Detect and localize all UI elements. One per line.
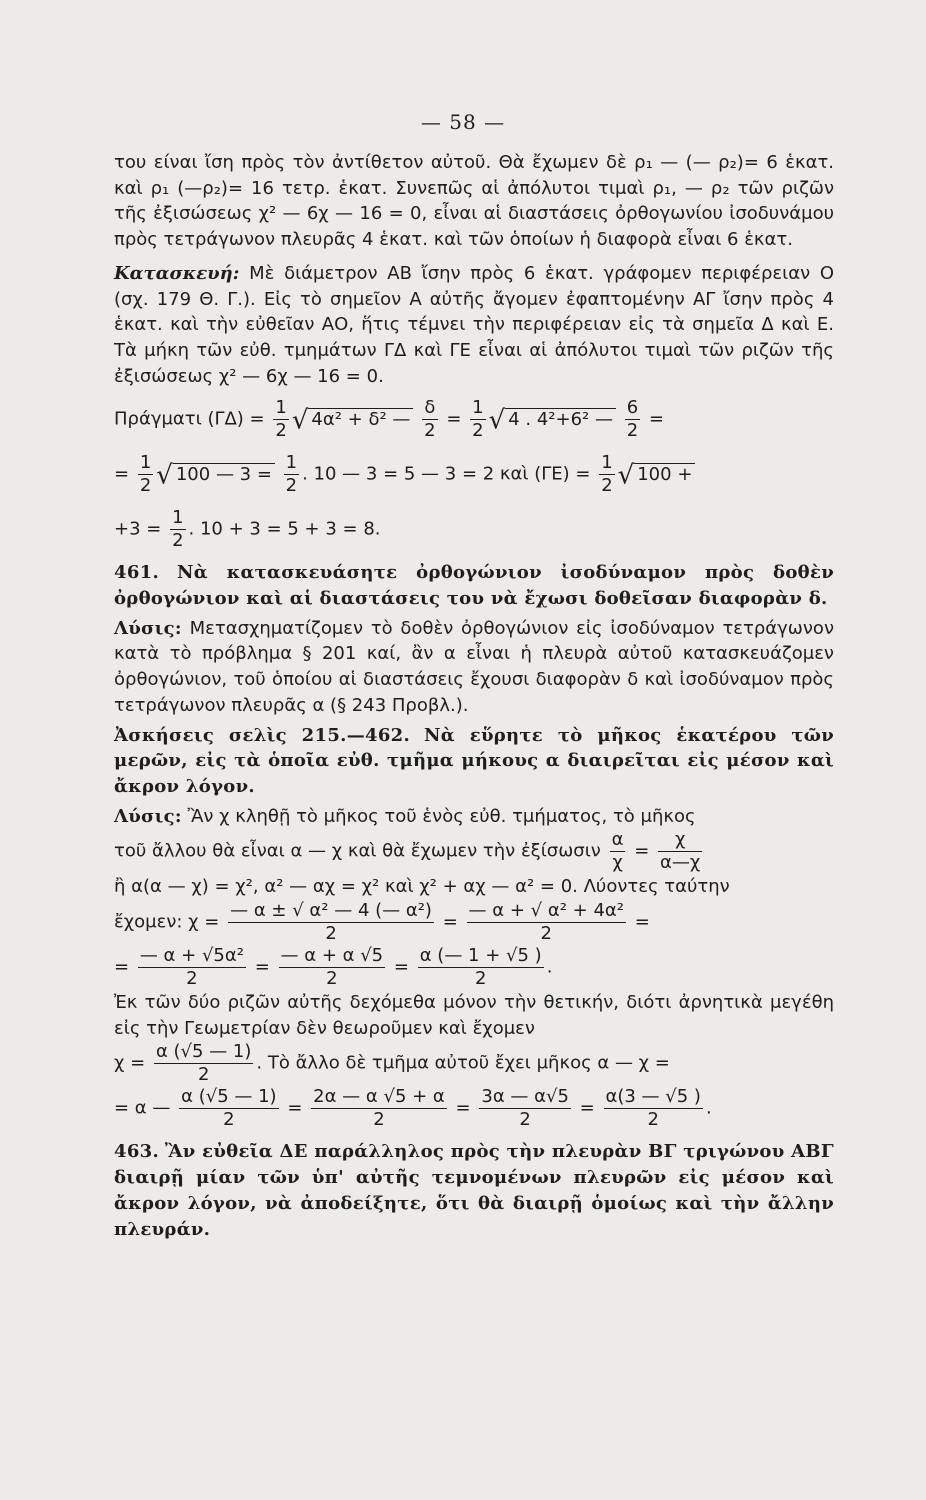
paragraph-intro: του είναι ἴση πρὸς τὸν ἀντίθετον αὐτοῦ. Θὰ ἔχωμεν δὲ ρ₁ — (— ρ₂)= 6 ἑκατ. καὶ ρ₁ (—ρ₂)= 16 τετρ. ἑκατ. Συνεπῶς αἱ ἀπόλυτοι τιμαὶ ρ₁, — ρ₂ τῶν ριζῶν τῆς ἐξισώσεως χ² — 6χ — 16 = 0, εἶναι αἱ διαστάσεις ὀρθογωνίου ἰσοδυνάμου πρὸς τετράγωνον πλευρᾶς 4 ἑκατ. καὶ τῶν ὁποίων ἡ διαφορὰ εἶναι 6 ἑκατ. bbox=[114, 152, 834, 251]
sqrt-icon: √ bbox=[291, 405, 309, 436]
solution-462-line-3: ἢ α(α — χ) = χ², α² — αχ = χ² καὶ χ² + αχ — α² = 0. Λύοντες ταύτην bbox=[114, 876, 730, 898]
sqrt-icon: √ bbox=[617, 460, 635, 491]
fraction: $\frac{\text{— α ± √ α² — 4 (— α²)}}{2}$ bbox=[230, 900, 432, 945]
problem-461: 461. Νὰ κατασκευάσητε ὀρθογώνιον ἰσοδύναμον πρὸς δοθὲν ὀρθογώνιον καὶ αἱ διαστάσεις του νὰ ἔχωσι δοθεῖσαν διαφορὰν δ. bbox=[114, 562, 834, 610]
fraction: $\frac{\delta}{2}$ bbox=[424, 397, 436, 442]
paragraph-construction bbox=[114, 261, 834, 390]
fraction: $\frac{1}{2}$ bbox=[172, 507, 184, 552]
fraction: $\frac{\alpha (√5 — 1)}{2}$ bbox=[181, 1086, 277, 1131]
fraction: $\frac{\alpha}{\chi}$ bbox=[611, 829, 624, 874]
solution-462-line-1: Λύσις: Ἂν χ κληθῇ τὸ μῆκος τοῦ ἑνὸς εὐθ. τμήματος, τὸ μῆκος bbox=[114, 805, 696, 827]
fraction: $\frac{3\alpha — \alpha√5}{2}$ bbox=[481, 1086, 569, 1131]
fraction: $\frac{\text{— α + √ α² + 4α²}}{2}$ bbox=[468, 900, 624, 945]
problem-463: 463. Ἂν εὐθεῖα ΔΕ παράλληλος πρὸς τὴν πλευρὰν ΒΓ τριγώνου ΑΒΓ διαιρῇ μίαν τῶν ὑπ' αὐτῆς τεμνομένων πλευρῶν εἰς μέσον καὶ ἄκρον λόγον, νὰ ἀποδείξητε, ὅτι θὰ διαιρῇ ὁμοίως καὶ τὴν ἄλλην πλευράν. bbox=[114, 1141, 834, 1240]
fraction: $\frac{2\alpha — \alpha √5 + \alpha}{2}$ bbox=[313, 1086, 445, 1131]
solution-462-line-5: = $\frac{\text{— α + √5α²}}{2}$ = $\frac{— \alpha + \alpha √5}{2}$ = $\frac{\alpha (— 1 + √5 )}{2}$ . bbox=[114, 945, 553, 990]
fraction: $\frac{1}{2}$ bbox=[601, 452, 613, 497]
fraction: $\frac{\alpha(3 — √5 )}{2}$ bbox=[605, 1086, 701, 1131]
math-line-3: +3 = $\frac{1}{2}$ . 10 + 3 = 5 + 3 = 8. bbox=[114, 507, 381, 552]
fraction: $\frac{\text{— α + √5α²}}{2}$ bbox=[139, 945, 244, 990]
fraction: $\frac{6}{2}$ bbox=[626, 397, 639, 442]
math-line-2: = $\frac{1}{2}$ √ 100 — 3 = $\frac{1}{2}$ . 10 — 3 = 5 — 3 = 2 καὶ (ΓΕ) = $\frac{1}{2}$ √ 100 + bbox=[114, 442, 834, 497]
fraction: $\frac{— \alpha + \alpha √5}{2}$ bbox=[280, 945, 384, 990]
fraction: $\frac{1}{2}$ bbox=[139, 452, 152, 497]
solution-462-line-8: = α — $\frac{\alpha (√5 — 1)}{2}$ = $\frac{2\alpha — \alpha √5 + \alpha}{2}$ = $\frac{3\alpha — \alpha√5}{2}$ = $\frac{\alpha(3 — √5 )}{2}$ . bbox=[114, 1086, 712, 1131]
fraction: $\frac{\alpha (— 1 + √5 )}{2}$ bbox=[419, 945, 542, 990]
solution-461: Λύσις: Μετασχηματίζομεν τὸ δοθὲν ὀρθογώνιον εἰς ἰσοδύναμον τετράγωνον κατὰ τὸ πρόβλημα § 201 καί, ἂν α εἶναι ἡ πλευρὰ αὐτοῦ κατασκευάζομεν ὀρθογώνιον, τοῦ ὁποίου αἱ διαστάσεις ἔχουσι διαφορὰν δ καὶ ἰσοδύναμον πρὸς τετράγωνον πλευρᾶς α (§ 243 Προβλ.). bbox=[114, 617, 834, 716]
solution-462-line-6: Ἐκ τῶν δύο ριζῶν αὐτῆς δεχόμεθα μόνον τὴν θετικήν, διότι ἀρνητικὰ μεγέθη εἰς τὴν Γεωμετρίαν δὲν θεωροῦμεν καὶ ἔχομεν bbox=[114, 992, 834, 1039]
page-body bbox=[114, 150, 834, 1242]
fraction: $\frac{1}{2}$ bbox=[472, 397, 484, 442]
solution-462-line-7: χ = $\frac{\alpha (√5 — 1)}{2}$ . Τὸ ἄλλο δὲ τμῆμα αὐτοῦ ἔχει μῆκος α — χ = bbox=[114, 1041, 670, 1086]
solution-462-line-2: τοῦ ἄλλου θὰ εἶναι α — χ καὶ θὰ ἔχωμεν τὴν ἐξίσωσιν $\frac{\alpha}{\chi}$ = $\frac{\chi}{\alpha—\chi}$ bbox=[114, 829, 701, 874]
sqrt-icon: √ bbox=[488, 405, 506, 436]
problem-462: Ἀσκήσεις σελὶς 215.—462. Νὰ εὕρητε τὸ μῆκος ἑκατέρου τῶν μερῶν, εἰς τὰ ὁποῖα εὐθ. τμῆμα μήκους α διαιρεῖται εἰς μέσον καὶ ἄκρον λόγον. bbox=[114, 724, 834, 797]
fraction: $\frac{1}{2}$ bbox=[285, 452, 298, 497]
fraction: $\frac{1}{2}$ bbox=[275, 397, 287, 442]
construction-text: Μὲ διάμετρον ΑΒ ἴσην πρὸς 6 ἑκατ. γράφομεν περιφέρειαν Ο (σχ. 179 Θ. Γ.). Εἰς τὸ σημεῖον Α αὐτῆς ἄγομεν ἐφαπτομένην ΑΓ ἴσην πρὸς 4 ἑκατ. καὶ τὴν εὐθεῖαν ΑΟ, ἥτις τέμνει τὴν περιφέρειαν εἰς τὰ σημεῖα Δ καὶ Ε. Τὰ μήκη τῶν εὐθ. τμημάτων ΓΔ καὶ ΓΕ εἶναι αἱ ἀπόλυτοι τιμαὶ τῶν ριζῶν τῆς ἐξισώσεως χ² — 6χ — 16 = 0. bbox=[114, 262, 834, 387]
sqrt-icon: √ bbox=[156, 460, 173, 491]
solution-462-line-4: ἔχομεν: χ = $\frac{\text{— α ± √ α² — 4 (— α²)}}{2}$ = $\frac{\text{— α + √ α² + 4α²}}{2}$ = bbox=[114, 900, 650, 945]
page-number: — 58 — bbox=[420, 110, 506, 134]
fraction: $\frac{\alpha (√5 — 1)}{2}$ bbox=[155, 1041, 252, 1086]
construction-label: Κατασκευή: bbox=[114, 262, 240, 284]
math-line-1: Πράγματι (ΓΔ) = $\frac{1}{2}$ √ 4α² + δ² — $\frac{\delta}{2}$ = $\frac{1}{2}$ √ 4 . 4²+6² — $\frac{6}{2}$ = bbox=[114, 397, 664, 442]
fraction: $\frac{\chi}{\alpha—\chi}$ bbox=[660, 829, 701, 874]
